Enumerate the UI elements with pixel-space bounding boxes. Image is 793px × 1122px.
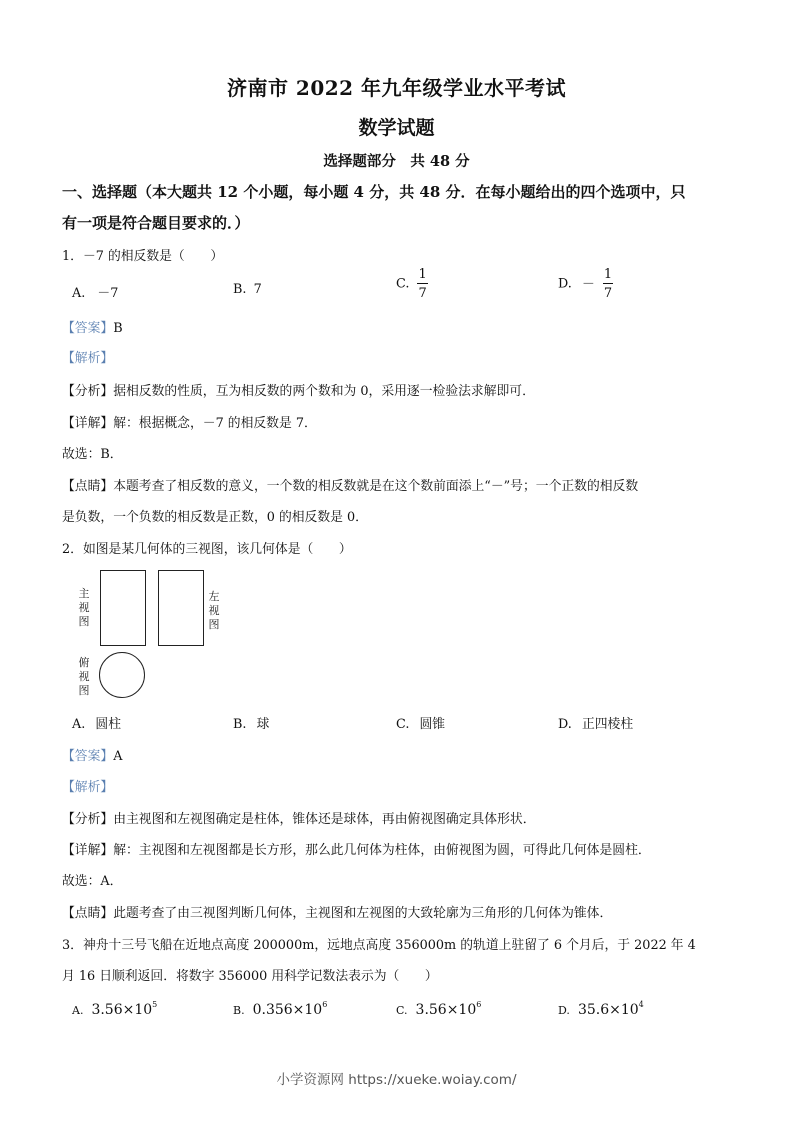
option-text: 正四棱柱	[581, 717, 634, 732]
section-heading: 选择题部分 共 48 分	[323, 153, 470, 170]
left-view-rectangle	[158, 570, 204, 646]
exponent: 5	[152, 1000, 158, 1009]
q1-guxuan: 故选：B．	[62, 447, 123, 462]
numerator: 1	[418, 267, 427, 282]
xiangjie-text: 解：根据概念，－7 的相反数是 7．	[113, 416, 317, 431]
part-one-heading-line1: 一、选择题（本大题共 12 个小题，每小题 4 分，共 48 分．在每小题给出的四个选项中，只	[62, 183, 686, 201]
option-text: 7	[253, 282, 262, 297]
option-label: D.	[558, 717, 572, 732]
denominator: 7	[418, 286, 427, 301]
option-value	[416, 1002, 482, 1018]
option-text: －7	[97, 286, 119, 301]
q1-xiangjie	[62, 412, 317, 431]
exam-title: 济南市 2022 年九年级学业水平考试	[226, 76, 567, 100]
option-label: B.	[233, 1004, 245, 1017]
q2-xiangjie	[62, 839, 651, 858]
numerator: 1	[603, 267, 613, 282]
fenxi-tag: 【分析】	[62, 812, 114, 827]
fenxi-text: 由主视图和左视图确定是柱体，锥体还是球体，再由俯视图确定具体形状．	[113, 812, 536, 827]
q1-dianjing-line2: 是负数，一个负数的相反数是正数，0 的相反数是 0．	[62, 510, 368, 525]
fraction	[603, 268, 613, 300]
exam-subtitle: 数学试题	[358, 117, 435, 139]
minus-sign: －	[581, 276, 595, 292]
mantissa: 35.6×10	[577, 1002, 639, 1018]
option-label: A.	[72, 286, 86, 301]
option-label: A.	[72, 717, 86, 732]
option-text: 球	[256, 717, 270, 732]
top-view-circle	[99, 652, 145, 698]
fraction	[417, 268, 427, 300]
q1-analysis-tag: 【解析】	[62, 351, 114, 366]
option-value	[91, 1002, 157, 1018]
q2-stem: 2．如图是某几何体的三视图，该几何体是（ ）	[62, 542, 352, 557]
q1-option-d	[558, 268, 613, 300]
footer-watermark: 小学资源网 https://xueke.woiay.com/	[276, 1072, 517, 1088]
front-view-label: 主视图	[78, 587, 90, 628]
answer-value: B	[113, 321, 123, 336]
q2-option-d	[558, 713, 633, 732]
q2-option-b	[233, 713, 269, 732]
option-label: C.	[396, 276, 410, 292]
option-text: 圆锥	[419, 717, 446, 732]
option-text: 圆柱	[95, 717, 121, 732]
exponent: 6	[476, 1000, 482, 1009]
q1-option-a	[72, 282, 118, 301]
mantissa: 3.56×10	[415, 1002, 477, 1018]
q3-option-b	[233, 1000, 327, 1018]
q1-option-b	[233, 282, 262, 297]
top-view-label: 俯视图	[78, 656, 90, 697]
q1-option-c	[396, 268, 428, 300]
q3-stem-line1: 3．神舟十三号飞船在近地点高度 200000m，远地点高度 356000m 的轨道上驻留了 6 个月后，于 2022 年 4	[62, 938, 696, 953]
dianjing-text: 此题考查了由三视图判断几何体，主视图和左视图的大致轮廓为三角形的几何体为锥体．	[113, 906, 613, 921]
option-label: B.	[233, 282, 247, 297]
option-label: A.	[72, 1004, 84, 1017]
q1-dianjing-line1	[62, 475, 638, 494]
q2-answer	[62, 745, 122, 764]
answer-value: A	[113, 749, 123, 764]
option-label: B.	[233, 717, 247, 732]
q2-dianjing	[62, 902, 612, 921]
option-value	[253, 1002, 328, 1018]
option-label: D.	[558, 276, 572, 292]
q2-option-c	[396, 713, 445, 732]
left-view-label: 左视图	[208, 590, 220, 631]
q2-guxuan: 故选：A．	[62, 874, 123, 889]
xiangjie-text: 解：主视图和左视图都是长方形，那么此几何体为柱体，由俯视图为圆，可得此几何体是圆柱．	[113, 843, 651, 858]
q3-option-d	[558, 1000, 644, 1018]
option-value	[578, 1002, 644, 1018]
part-one-heading-line2: 有一项是符合题目要求的．）	[62, 214, 250, 232]
q1-answer	[62, 317, 123, 336]
option-label: C.	[396, 717, 410, 732]
exponent: 6	[322, 1000, 328, 1009]
dianjing-tag: 【点睛】	[62, 479, 114, 494]
q3-option-a	[72, 1000, 157, 1018]
q2-analysis-tag: 【解析】	[62, 780, 114, 795]
exponent: 4	[638, 1000, 644, 1009]
option-label: C.	[396, 1004, 408, 1017]
fenxi-text: 据相反数的性质，互为相反数的两个数和为 0，采用逐一检验法求解即可．	[113, 384, 535, 399]
q2-option-a	[72, 713, 121, 732]
xiangjie-tag: 【详解】	[62, 416, 114, 431]
xiangjie-tag: 【详解】	[62, 843, 114, 858]
fenxi-tag: 【分析】	[62, 384, 114, 399]
q1-fenxi	[62, 380, 535, 399]
option-label: D.	[558, 1004, 570, 1017]
q3-stem-line2: 月 16 日顺利返回．将数字 356000 用科学记数法表示为（ ）	[62, 969, 438, 984]
dianjing-tag: 【点睛】	[62, 906, 114, 921]
q2-fenxi	[62, 808, 535, 827]
answer-tag: 【答案】	[62, 321, 114, 336]
mantissa: 3.56×10	[91, 1002, 153, 1018]
dianjing-text: 本题考查了相反数的意义，一个数的相反数就是在这个数前面添上“－”号；一个正数的相反数	[113, 479, 639, 494]
q1-stem: 1．－7 的相反数是（ ）	[62, 249, 224, 264]
denominator: 7	[603, 286, 613, 301]
q3-option-c	[396, 1000, 481, 1018]
answer-tag: 【答案】	[62, 749, 114, 764]
mantissa: 0.356×10	[252, 1002, 323, 1018]
front-view-rectangle	[100, 570, 146, 646]
